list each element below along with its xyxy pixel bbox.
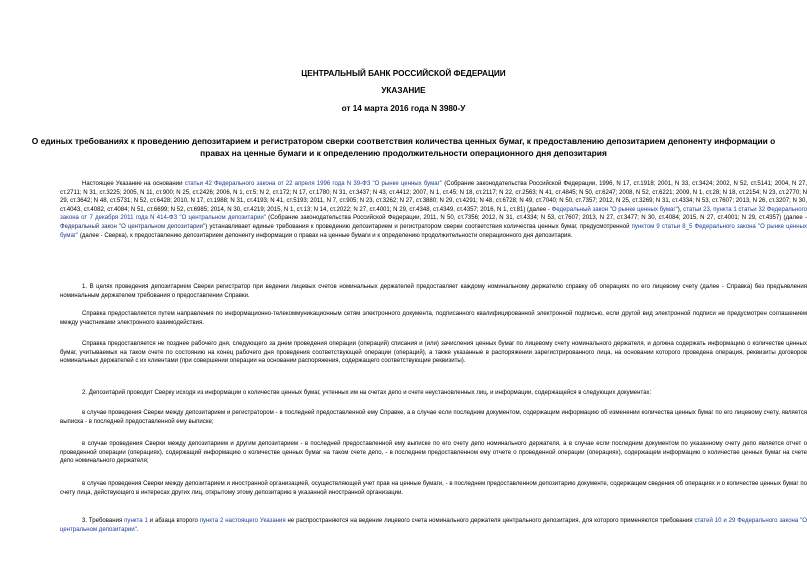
preamble-text: (Собрание законодательства Российской Федерации, 2011, N 50, ст.7356; 2012, N 31, ст.4334; N 53, ст.7607; 2013, N 27, ст.3477; N 30, ст.4084; 2015, N 27, ст.4001; N 29, ст.4357) (далее -	[265, 215, 807, 222]
paragraph-text: 3. Требования	[82, 518, 125, 524]
paragraph-text: и абзаца второго	[147, 518, 200, 524]
preamble-text: (далее - Сверка), к предоставлению депозитарием депоненту информации о правах на ценные бумаги и к определению продолжительности операционного дня депозитария.	[78, 232, 573, 239]
law-link-article-42[interactable]: статьи 42 Федерального закона от 22 апреля 1996 года N 39-ФЗ "О рынке ценных бумаг"	[184, 181, 443, 187]
paragraph-text: .	[136, 526, 139, 533]
link-articles-10-29[interactable]: статей 10 и 29 Федерального закона "О центральном депозитарии"	[60, 518, 807, 533]
paragraph-5: в случае проведения Сверки между депозитарием и регистратором - в последней предоставленной ему Справке, а в случае если последним документом, содержащим информацию об изменении количества ценных бумаг по его лицевому счету, является выписка - в последней предоставленной ему выписке;	[60, 410, 807, 425]
link-clause-2-this-instruction[interactable]: пункта 2 настоящего Указания	[199, 518, 286, 524]
law-link-securities-market[interactable]: Федеральный закон "О рынке ценных бумаг"	[551, 206, 678, 213]
paragraph-text: не распространяются на ведение лицевого счета номинального держателя центрального депозитария, для которого применяются требования	[285, 518, 695, 524]
link-clause-1[interactable]: пункта 1	[124, 518, 148, 524]
issuer-org: ЦЕНТРАЛЬНЫЙ БАНК РОССИЙСКОЙ ФЕДЕРАЦИИ	[301, 69, 506, 78]
document-type: УКАЗАНИЕ	[381, 86, 426, 95]
law-link-clause-9-article-8-5[interactable]: пунктом 9 статьи 8_5 Федерального закона "О рынке ценных бумаг"	[60, 223, 807, 239]
preamble-text: (Собрание законодательства Российской Федерации, 1996, N 17, ст.1918; 2001, N 33, ст.3424; 2002, N 52, ст.5141; 2004, N 27, ст.2711; N 31, ст.3225; 2005, N 11, ст.900; N 25, ст.2426; 2006, N 1, ст.5; N 2, ст.172; N 17, ст.1780; N 31, ст.3437; N 43, ст.4412; 2007, N 1, ст.45; N 18, ст.2117; N 22, ст.2563; N 41, ст.4845; N 50, ст.6247; 2008, N 52, ст.6221; 2009, N 1, ст.28; N 18, ст.2154; N 23, ст.2770; N 29, ст.3642; N 48, ст.5731; N 52, ст.6428; 2010, N 17, ст.1988; N 31, ст.4193; N 41, ст.5193; 2011, N 7, ст.905; N 23, ст.3262; N 27, ст.3880; N 29, ст.4291; N 48, ст.6728; N 49, ст.7040; N 50, ст.7357; 2012, N 25, ст.3269; N 31, ст.4334; N 53, ст.7607; 2013, N 26, ст.3207; N 30, ст.4043, ст.4082, ст.4084; N 51, ст.6699; N 52, ст.6985; 2014, N 30, ст.4219; 2015, N 1, ст.13; N 14, ст.2022; N 27, ст.4001; N 29, ст.4348, ст.4349, ст.4357; 2016, N 1, ст.81) (далее -	[60, 181, 807, 213]
paragraph-7: в случае проведения Сверки между депозитарием и иностранной организацией, осуществляющей учет прав на ценные бумаги, - в последнем предоставленном депозитарию документе, содержащем сведения об операциях и о количестве ценных бумаг по счету лица, действующего в интересах других лиц, открытому этому депозитарию в указанной иностранной организации.	[60, 481, 807, 496]
paragraph-2: Справка предоставляется путем направления по информационно-телекоммуникационным сетям электронного документа, подписанного квалифицированной электронной подписью, если другой вид электронной подписи не предусмотрен соглашением между участниками электронного взаимодействия.	[60, 311, 807, 326]
preamble-text: Настоящее Указание на основании	[82, 181, 185, 187]
preamble-text: ),	[677, 206, 684, 213]
paragraph-6: в случае проведения Сверки между депозитарием и другим депозитарием - в последней предоставленной ему выписке по его счету депо номинального держателя, а в случае если последним документом по указанному счету депо является отчет о проведенной операции (операциях), содержащий информацию о количестве ценных бумаг на таком счете депо, - в последнем предоставленном ему отчете о проведенной операции (операциях), содержащем информацию о количестве ценных бумаг на счете депо номинального держателя;	[60, 441, 807, 465]
paragraph-4: 2. Депозитарий проводит Сверку исходя из информации о количестве ценных бумаг, учтенных им на счетах депо и счете неустановленных лиц, и информации, содержащейся в следующих документах:	[82, 390, 652, 396]
preamble-paragraph	[60, 180, 807, 240]
document-date-number: от 14 марта 2016 года N 3980-У	[341, 104, 466, 113]
document-title: О единых требованиях к проведению депозитарием и регистратором сверки соответствия количества ценных бумаг, к предоставлению депозитарием депоненту информации о правах на ценные бумаги и к определению продолжительности операционного дня депозитария	[31, 136, 776, 158]
paragraph-3: Справка предоставляется не позднее рабочего дня, следующего за днем проведения операции (операций) списания и (или) зачисления ценных бумаг по лицевому счету номинального держателя, и должна содержать информацию о количестве ценных бумаг, учитываемых на таком счете по состоянию на конец рабочего дня проведения соответствующей операции (операций), а также указанные в распоряжении зарегистрированного лица, на основании которого проведена операция, реквизиты договоров номинальных держателей с их клиентами (при совершении операции на основании распоряжения, содержащего соответствующие реквизиты).	[60, 341, 807, 365]
preamble-text: ) устанавливает единые требования к проведению депозитарием и регистратором сверки соответствия количества ценных бумаг, предусмотренной	[205, 223, 632, 230]
paragraph-8	[60, 517, 807, 534]
law-link-central-depository-articles[interactable]: статьи 23, пункта 1 статьи 32 Федерального закона от 7 декабря 2011 года N 414-ФЗ "О центральном депозитарии"	[60, 206, 807, 222]
paragraph-1: 1. В целях проведения депозитарием Сверки регистратор при ведении лицевых счетов номинальных держателей предоставляет каждому номинальному держателю справку об операциях по его лицевому счету (далее - Справка) без предъявления номинальным держателем требования о предоставлении Справки.	[60, 284, 807, 299]
law-link-central-depository[interactable]: Федеральный закон "О центральном депозитарии"	[60, 223, 206, 230]
